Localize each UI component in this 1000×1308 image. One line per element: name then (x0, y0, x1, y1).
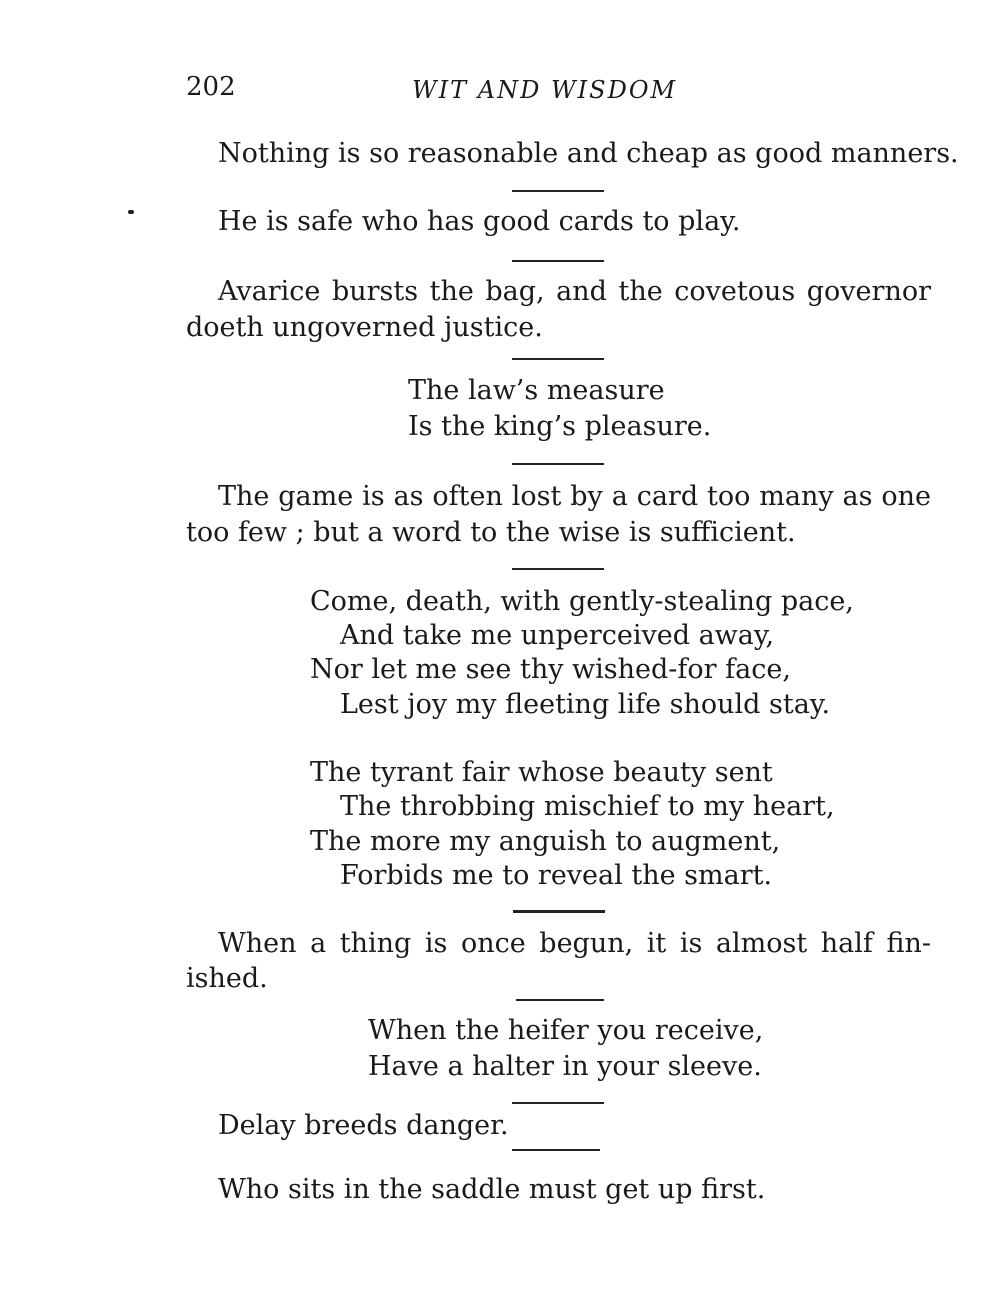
proverb-game-line1: The game is as often lost by a card too many as one (218, 481, 931, 512)
page-number: 202 (186, 72, 236, 102)
tyrant-stanza-line3: The more my anguish to augment, (310, 826, 781, 857)
death-stanza-line2: And take me unperceived away, (340, 620, 775, 651)
separator-rule (512, 1149, 600, 1151)
tyrant-stanza-line4: Forbids me to reveal the smart. (340, 860, 773, 891)
proverb-begun-line1: When a thing is once begun, it is almost half fin- (218, 928, 931, 959)
separator-rule (516, 999, 604, 1001)
proverb-game-line2: too few ; but a word to the wise is sufficient. (186, 517, 796, 548)
proverb-begun-line2: ished. (186, 963, 268, 994)
ink-speck (128, 210, 134, 214)
tyrant-stanza-line2: The throbbing mischief to my heart, (340, 791, 835, 822)
separator-rule (512, 1102, 604, 1104)
proverb-avarice-line2: doeth ungoverned justice. (186, 312, 543, 343)
death-stanza-line3: Nor let me see thy wished-for face, (310, 654, 791, 685)
tyrant-stanza-line1: The tyrant fair whose beauty sent (310, 757, 773, 788)
heifer-couplet-line2: Have a halter in your sleeve. (368, 1051, 762, 1082)
separator-rule (513, 910, 605, 913)
separator-rule (512, 190, 604, 192)
separator-rule (512, 463, 604, 465)
proverb-avarice-line1: Avarice bursts the bag, and the covetous governor (218, 276, 931, 307)
proverb-saddle: Who sits in the saddle must get up first. (218, 1174, 766, 1205)
running-title: WIT AND WISDOM (412, 76, 678, 104)
heifer-couplet-line1: When the heifer you receive, (368, 1015, 764, 1046)
death-stanza-line4: Lest joy my fleeting life should stay. (340, 689, 831, 720)
law-couplet-line1: The law’s measure (408, 375, 665, 406)
proverb-cards: He is safe who has good cards to play. (218, 206, 741, 237)
proverb-manners: Nothing is so reasonable and cheap as good manners. (218, 138, 959, 169)
law-couplet-line2: Is the king’s pleasure. (408, 411, 712, 442)
separator-rule (512, 568, 604, 570)
separator-rule (512, 358, 604, 360)
proverb-delay: Delay breeds danger. (218, 1110, 509, 1141)
separator-rule (512, 260, 604, 262)
death-stanza-line1: Come, death, with gently-stealing pace, (310, 586, 854, 617)
